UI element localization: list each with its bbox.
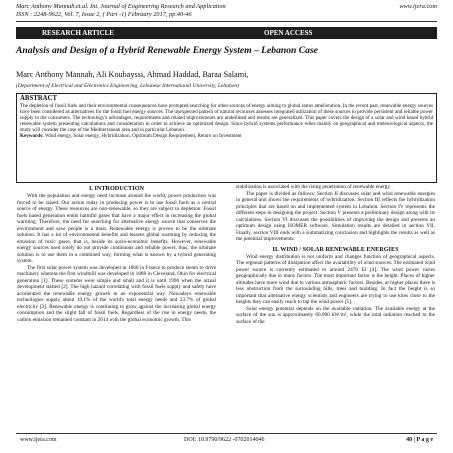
intro-paragraph-2: The first solar power system was developed in 1860 in France to produce steam to drive machinery whereas the first windmill was developed in 1888 in Cleveland, Ohio for electrical generation [1]. These systems were simple and small and it is until 1990 when the actual development started [2]. The high hazard correlating with fossil fuels supply and safety have accelerated the renewable energy growth in an exponential way. Nowadays renewable technologies supply about 19.1% of the world's total energy needs and 23.7% of global electricity [3]. Renewable energy is continuing to grow against the increasing global energy consumption and the slight fall of fossil fuels. Regardless of the rise in energy needs, the carbon emission remained constant in 2014 with the global economic growth. This bbox=[17, 264, 216, 323]
solar-paragraph: Solar energy potential depends on the available radiation. The available energy at the surface of the sun is approximately 60,000 kW/m², while the total radiation reached to the surface of the bbox=[236, 305, 435, 325]
page-footer bbox=[16, 433, 437, 446]
right-column bbox=[236, 184, 435, 325]
footer-doi: DOI: 10.9790/9622 -0702014046 bbox=[184, 437, 265, 443]
paper-outline-paragraph: The paper is divided as follows: Section II discusses solar and wind renewable energies in general and shows the requirements of hybridization. Section III reflects the hybridization principles that are based on and implemented system in Lebanon. Section IV represents the different steps in designing the project. Section V presents a preliminary design along with its calculations. Section VI discusses the possibilities of improving the design and presents an optimum design using HOMER software. Simulation results are detailed in section VII. Finally, section VIII ends with a summarizing conclusion and highlights the results as well as the potential improvements. bbox=[236, 190, 435, 242]
article-type-band bbox=[16, 27, 437, 39]
issn-line: ISSN : 2248-9622, Vol. 7, Issue 2, ( Part -1) February 2017, pp.40-46 bbox=[16, 10, 192, 18]
keywords-text: Wind energy, Solar energy, Hybridization, Optimum Design Requirement, Return on Investment bbox=[44, 133, 242, 139]
journal-line: Marc Anthony Mannah.et.al. Int. Journal of Engineering Research and Application bbox=[16, 3, 226, 10]
header-website-link[interactable]: www.ijera.com bbox=[399, 3, 437, 10]
intro-paragraph-1: With the population and energy need increase around the world, power production was forced to be raised. Our action today in producing power is to use fossil fuels as a central source of energy. These resources are non-renewable, so they are subject to depletion. Fossil fuels based generation emits harmful gases that have a major effect in increasing the global warming. Therefore, the need for searching for alternative energy source that conserves the environment and save people is a must. Renewable energy is proven to be the ultimate solution. It has a lot of environmental benefits and lessens global warming by reducing the emission of toxic gases, that is, beside its socio-economic benefits. However, renewable energy sources used solely do not provide continuous and reliable power, thus, the ultimate solution is to use them in a combined way, forming what is known by a hybrid generating system. bbox=[17, 193, 216, 264]
keywords-label: Keywords: bbox=[20, 133, 44, 139]
author-list: Marc Anthony Mannah, Ali Koubayssi, Ahmad Haddad, Baraa Salami, bbox=[16, 70, 249, 79]
page-number: 40 | P a g e bbox=[406, 437, 433, 443]
footer-website-link[interactable]: www.ijera.com bbox=[20, 437, 57, 443]
paper-title: Analysis and Design of a Hybrid Renewable Energy System – Lebanon Case bbox=[16, 45, 318, 56]
introduction-heading: I. INTRODUCTION bbox=[88, 185, 144, 192]
left-column bbox=[17, 184, 216, 323]
abstract-box bbox=[16, 93, 437, 183]
abstract-text: The depletion of fossil fuels and their environmental consequences have prompted searching for other sources of energy aiming to global status amelioration. In the recent past, renewable energy sources have been considered as alternatives for the fossil fuel energy sources. The unexpected pattern of natural recourses assesses integrated utilization of these sources to provide persistent and reliable power supply to the consumers. The technology's advantages, requirements and related improvements are underlined and results are generalized. This paper covers the design of a solar and wind based hybrid renewable system presenting calculations and consideration in order to achieve an optimized design. Since hybrid systems performance relies mainly on geographical and meteorological aspects, the study will consider the case of the Mediterranean area and in particular Lebanon. bbox=[20, 103, 433, 133]
affiliation: (Department of Electrical and Electronics Engineering, Lebanese International University, Lebanon) bbox=[16, 83, 239, 89]
abstract-heading: ABSTRACT bbox=[20, 95, 58, 102]
abstract-body bbox=[20, 103, 433, 139]
wind-paragraph: Wind energy distribution is not uniform and changes function of geographical aspects. The regional patterns of dissipation affect the availability of wind sources. The estimated wind power source is currently estimated to around 2470 EJ [4]. The wind power varies geographically due to many factors. The most important factor is the height. Places of higher altitudes have more wind due to various atmospheric factors. Besides, at higher places there is less obstruction from the surrounding hills, trees and building. In fact the height is so important that alternative energy scientists and engineers are trying to use kites close to the heights they can easily reach to tap the wind power [5]. bbox=[236, 253, 435, 305]
open-access-label: OPEN ACCESS bbox=[264, 29, 313, 37]
intro-continuation: stabilization is associated with the rising penetration of renewable energy. bbox=[236, 184, 391, 190]
wind-solar-heading: II. WIND / SOLAR RENEWABLE ENERGIES bbox=[272, 245, 399, 253]
header-rule bbox=[16, 21, 437, 22]
research-article-label: RESEARCH ARTICLE bbox=[42, 29, 114, 37]
running-header bbox=[16, 3, 437, 18]
